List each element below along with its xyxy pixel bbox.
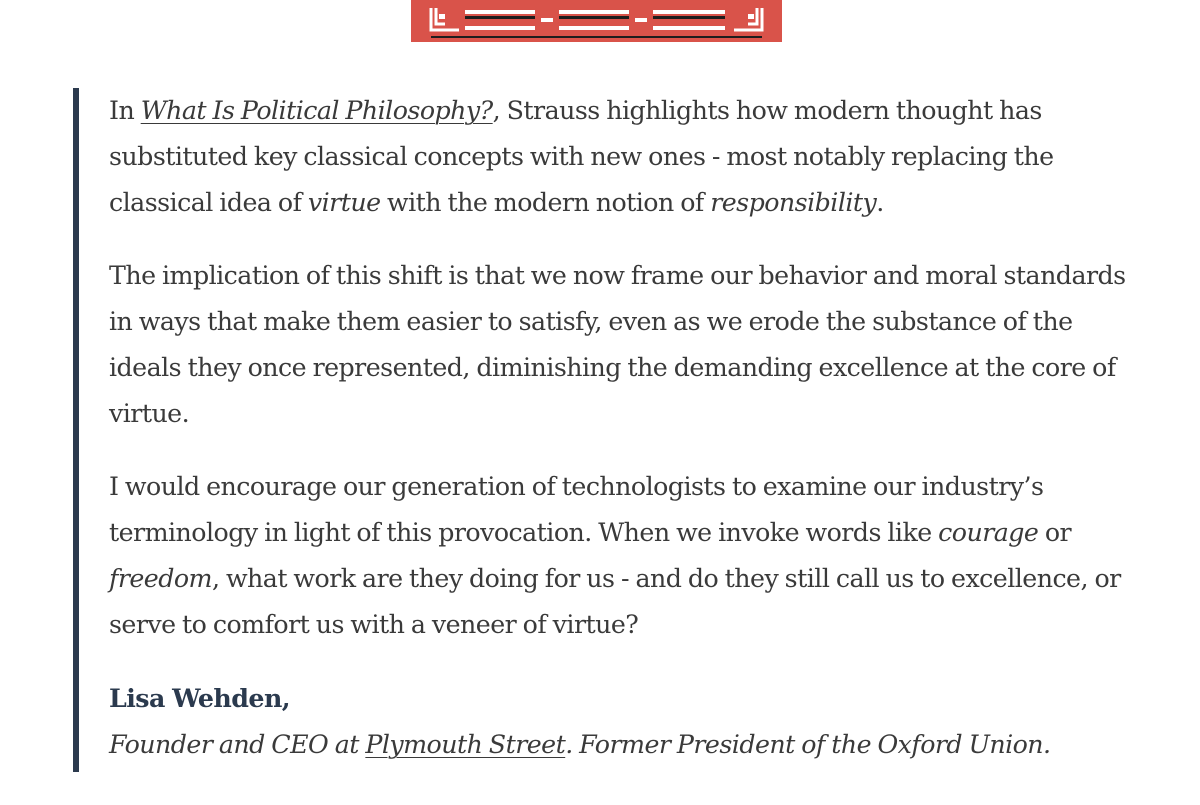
header-banner bbox=[411, 0, 782, 42]
paragraph-2: The implication of this shift is that we now frame our behavior and moral standards in ways that make them easier to satisfy, even as we erode the substance of the ideals they once represented, diminishing the demanding excellence at the core of virtue. bbox=[109, 261, 1126, 428]
blockquote-body bbox=[109, 88, 1149, 768]
term-courage: courage bbox=[938, 518, 1039, 547]
term-freedom: freedom bbox=[109, 564, 212, 593]
book-title-link[interactable]: What Is Political Philosophy? bbox=[140, 96, 493, 125]
paragraph-1: In What Is Political Philosophy?, Strauss highlights how modern thought has substituted key classical concepts with new ones - most notably replacing the classical idea of virtue with the modern notion of responsibility. bbox=[109, 96, 1054, 217]
paragraph-3: I would encourage our generation of technologists to examine our industry’s terminology in light of this provocation. When we invoke words like courage or freedom, what work are they doing for us - and do they still call us to excellence, or serve to comfort us with a veneer of virtue? bbox=[109, 472, 1121, 639]
greek-key-border-pattern bbox=[411, 0, 782, 42]
attribution: Lisa Wehden, Founder and CEO at Plymouth Street. Former President of the Oxford Union. bbox=[109, 683, 1051, 759]
term-responsibility: responsibility bbox=[710, 188, 877, 217]
author-name: Lisa Wehden bbox=[109, 683, 282, 713]
author-role: Founder and CEO at Plymouth Street. Former President of the Oxford Union. bbox=[109, 730, 1051, 759]
company-link[interactable]: Plymouth Street bbox=[365, 730, 566, 759]
blockquote bbox=[73, 88, 1153, 772]
term-virtue: virtue bbox=[307, 188, 381, 217]
